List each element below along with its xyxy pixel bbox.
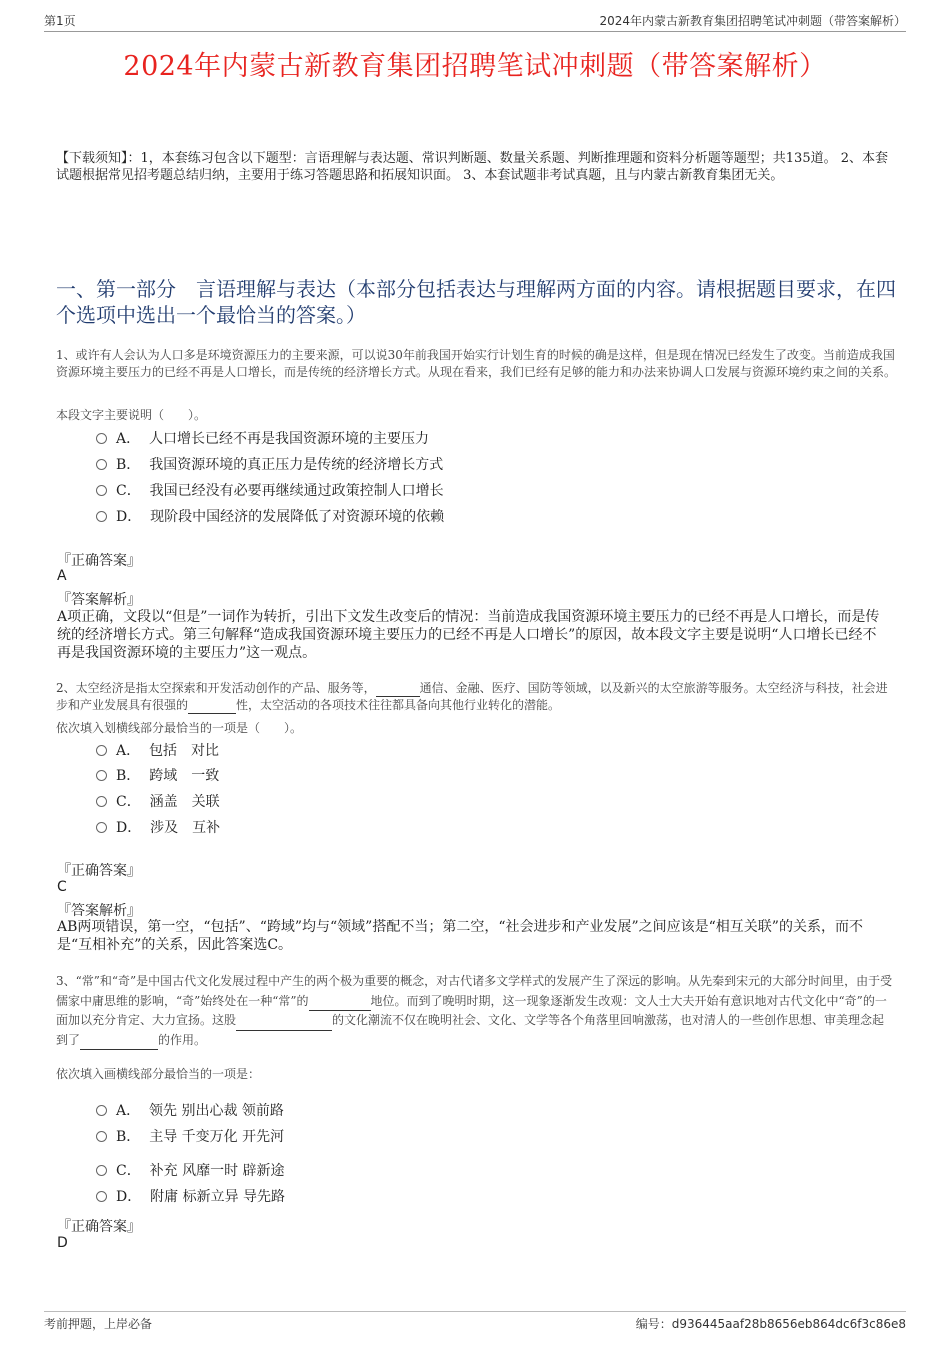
question-2-option-a[interactable] [96, 742, 219, 760]
option-key: B． [116, 1129, 141, 1145]
radio-button-icon[interactable] [96, 485, 107, 496]
question-2-answer: C [57, 879, 67, 895]
question-3-option-b[interactable] [96, 1128, 284, 1146]
header-divider [44, 31, 906, 32]
question-3-option-d[interactable] [96, 1188, 285, 1206]
option-key: A． [116, 743, 141, 759]
radio-button-icon[interactable] [96, 1191, 107, 1202]
question-2-option-c[interactable] [96, 793, 220, 811]
section-heading: 一、第一部分 言语理解与表达（本部分包括表达与理解两方面的内容。请根据题目要求，在四个选项中选出一个最恰当的答案。） [56, 277, 896, 327]
option-text: 我国已经没有必要再继续通过政策控制人口增长 [149, 483, 444, 499]
question-1-analysis: A项正确，文段以“但是”一词作为转折，引出下文发生改变后的情况：当前造成我国资源环境主要压力的已经不再是人口增长，而是传统的经济增长方式。第三句解释“造成我国资源环境主要压力的已经不再是人口增长”的原因，故本段文字主要是说明“人口增长已经不再是我国资源环境的主要压力”这一观点。 [57, 609, 880, 661]
document-code: 编号：d936445aaf28b8656eb864dc6f3c86e8 [635, 1317, 906, 1331]
question-2-answer-label: 『正确答案』 [57, 863, 141, 879]
download-notice: 【下载须知】：1，本套练习包含以下题型：言语理解与表达题、常识判断题、数量关系题、判断推理题和资料分析题等题型；共135道。 2、本套试题根据常见招考题总结归纳，主要用于练习答题思路和拓展知识面。 3、本套试题非考试真题，且与内蒙古新教育集团无关。 [56, 151, 888, 183]
question-2-analysis: AB两项错误，第一空，“包括”、“跨域”均与“领域”搭配不当；第二空，“社会进步和产业发展”之间应该是“相互关联”的关系，而不是“互相补充”的关系，因此答案选C。 [57, 919, 863, 953]
question-3-option-c[interactable] [96, 1162, 285, 1180]
fill-blank [309, 996, 371, 1011]
question-3-prompt: 依次填入画横线部分最恰当的一项是： [56, 1067, 261, 1081]
radio-button-icon[interactable] [96, 459, 107, 470]
option-text: 跨域 一致 [149, 768, 220, 784]
radio-button-icon[interactable] [96, 433, 107, 444]
option-text: 领先 别出心裁 领前路 [149, 1103, 284, 1119]
fill-blank [236, 1016, 332, 1031]
page-number: 第1页 [44, 14, 76, 28]
question-1-answer-label: 『正确答案』 [57, 553, 141, 569]
question-2-prompt: 依次填入划横线部分最恰当的一项是（ ）。 [56, 721, 303, 735]
option-text: 包括 对比 [149, 743, 220, 759]
question-1-option-c[interactable] [96, 482, 444, 500]
question-1-prompt: 本段文字主要说明（ ）。 [56, 408, 207, 422]
question-1-answer: A [57, 568, 67, 584]
option-text: 人口增长已经不再是我国资源环境的主要压力 [149, 431, 430, 447]
question-1-text: 1、或许有人会认为人口多是环境资源压力的主要来源，可以说30年前我国开始实行计划生育的时候的确是这样，但是现在情况已经发生了改变。当前造成我国资源环境主要压力的已经不再是人口增长，而是传统的经济增长方式。从现在看来，我们已经有足够的能力和办法来协调人口发展与资源环境约束之间的关系。 [56, 348, 897, 379]
option-text: 涵盖 关联 [149, 794, 220, 810]
radio-button-icon[interactable] [96, 511, 107, 522]
option-key: A． [116, 431, 141, 447]
option-text: 附庸 标新立异 导先路 [150, 1189, 286, 1205]
radio-button-icon[interactable] [96, 822, 107, 833]
option-key: D． [116, 509, 142, 525]
question-3-option-a[interactable] [96, 1102, 284, 1120]
option-text: 涉及 互补 [150, 820, 221, 836]
question-1-option-b[interactable] [96, 456, 443, 474]
question-1-option-a[interactable] [96, 430, 429, 448]
question-1-analysis-label: 『答案解析』 [57, 592, 141, 608]
question-2-text: 2、太空经济是指太空探索和开发活动创作的产品、服务等， 通信、金融、医疗、国防等领域，以及新兴的太空旅游等服务。太空经济与科技，社会进步和产业发展具有很强的 性，太空活动的各项技术往往都具备向其他行业转化的潜能。 [56, 681, 888, 712]
question-1-option-d[interactable] [96, 508, 444, 526]
radio-button-icon[interactable] [96, 1165, 107, 1176]
option-key: D． [116, 1189, 142, 1205]
footer-divider [44, 1311, 906, 1312]
question-2-analysis-label: 『答案解析』 [57, 903, 141, 919]
option-text: 主导 千变万化 开先河 [149, 1129, 285, 1145]
fill-blank [80, 1035, 158, 1050]
radio-button-icon[interactable] [96, 1131, 107, 1142]
radio-button-icon[interactable] [96, 796, 107, 807]
radio-button-icon[interactable] [96, 745, 107, 756]
running-title: 2024年内蒙古新教育集团招聘笔试冲刺题（带答案解析） [599, 14, 906, 28]
option-key: C． [116, 483, 141, 499]
option-key: B． [116, 457, 141, 473]
question-3-answer: D [57, 1235, 68, 1251]
option-text: 我国资源环境的真正压力是传统的经济增长方式 [149, 457, 444, 473]
fill-blank [188, 699, 236, 714]
option-key: A． [116, 1103, 141, 1119]
fill-blank [376, 682, 420, 697]
question-3-text: 3、“常”和“奇”是中国古代文化发展过程中产生的两个极为重要的概念，对古代诸多文学样式的发展产生了深远的影响。从先秦到宋元的大部分时间里，由于受儒家中庸思维的影响，“奇”始终处在一种“常”的 地位。而到了晚明时期，这一现象逐渐发生改观：文人士大夫开始有意识地对古代文化中“奇”的一面加以充分肯定、大力宣扬。这股 的文化潮流不仅在晚明社会、文化、文学等各个角落里回响激荡，也对清人的一些创作思想、审美理念起到了 的作用。 [56, 972, 896, 1050]
question-3-answer-label: 『正确答案』 [57, 1219, 141, 1235]
option-text: 现阶段中国经济的发展降低了对资源环境的依赖 [150, 509, 445, 525]
option-key: C． [116, 1163, 141, 1179]
radio-button-icon[interactable] [96, 770, 107, 781]
question-2-option-d[interactable] [96, 819, 220, 837]
document-title: 2024年内蒙古新教育集团招聘笔试冲刺题（带答案解析） [123, 51, 827, 82]
option-key: C． [116, 794, 141, 810]
question-2-option-b[interactable] [96, 767, 219, 785]
radio-button-icon[interactable] [96, 1105, 107, 1116]
option-key: B． [116, 768, 141, 784]
option-text: 补充 风靡一时 辟新途 [149, 1163, 285, 1179]
option-key: D． [116, 820, 142, 836]
footer-slogan: 考前押题，上岸必备 [44, 1317, 153, 1331]
